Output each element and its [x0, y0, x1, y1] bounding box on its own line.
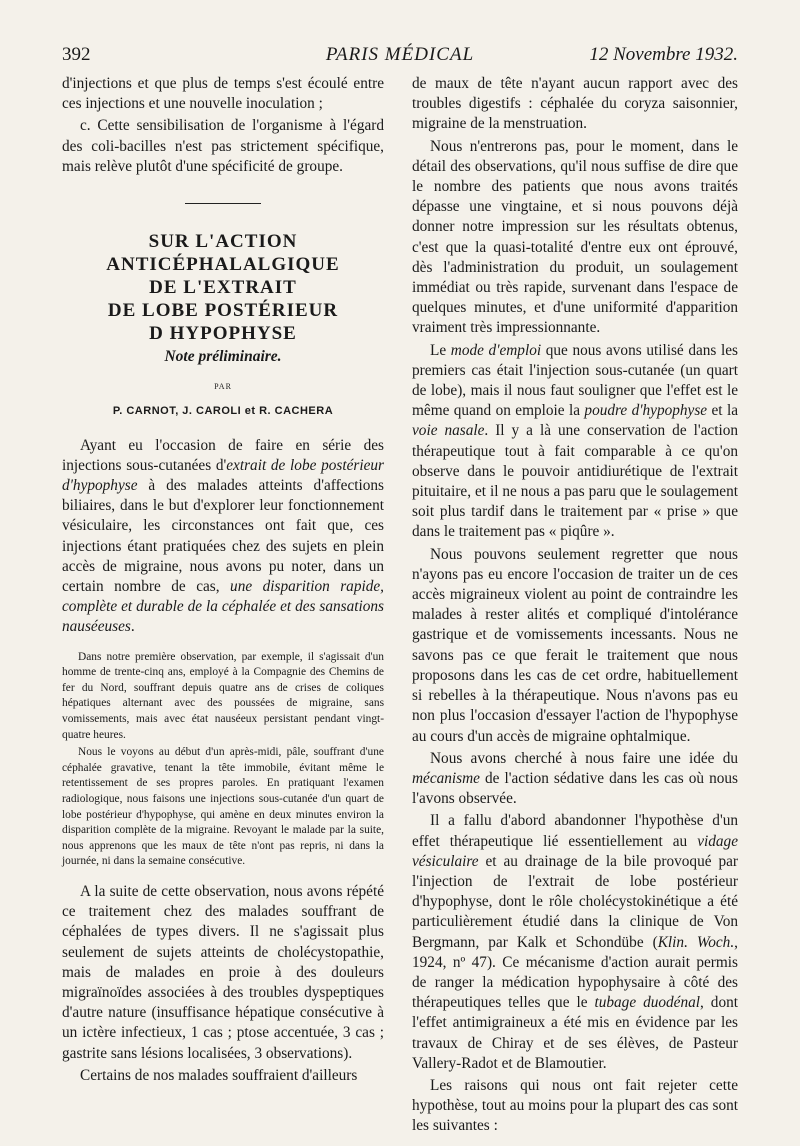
- issue-date: 12 Novembre 1932.: [589, 44, 738, 65]
- article-title: [62, 230, 384, 345]
- paragraph: Nous pouvons seulement regretter que nous n'ayons pas eu encore l'occasion de traiter un de ces accès migraineux violent au point de contraindre les malades à rester alités et compliqué d'intolérance gastrique et de vomissements incessants. Nous ne savons pas ce que ferait le traitement que nous proposons dans les cas de cet ordre, habituellement si rebelles à la thérapeutique. Nous n'avons pas eu non plus l'occasion d'essayer l'action de l'hypophyse au cours d'un accès de migraine ophtalmique.: [412, 545, 738, 745]
- right-column: [412, 74, 738, 1137]
- paragraph: Nous n'entrerons pas, pour le moment, dans le détail des observations, qu'il nous suffise de dire que le nombre des patients que nous avons traités dépasse une vingtaine, et si nous pouvons déjà donner notre impression sur les résultats obtenus, c'est que la quasi-totalité d'entre eux ont éprouvé, dès l'administration du produit, un soulagement immédiat ou très rapide, survenant dans l'espace de quelques minutes, et d'une uniformité d'apparition vraiment très impressionnante.: [412, 137, 738, 337]
- title-line: DE LOBE POSTÉRIEUR: [107, 300, 339, 322]
- page-number: 392: [62, 44, 91, 65]
- paragraph: Il a fallu d'abord abandonner l'hypothèse d'un effet thérapeutique lié essentiellement au vidage vésiculaire et au drainage de la bile provoqué par l'injection de l'extrait de lobe postérieur d'hypophyse, dont le rôle cholécystokinétique a été particulièrement étudié dans la clinique de Von Bergmann, par Kalk et Schondübe (Klin. Woch., 1924, nº 47). Ce mécanisme d'action aurait permis de ranger la médication hypophysaire à côté des thérapeutiques telles que le tubage duodénal, dont l'effet antimigraineux a été mis en évidence par les travaux de Chiray et de ses élèves, de Pasteur Vallery-Radot et de Blamoutier.: [412, 812, 739, 1072]
- authors: P. CARNOT, J. CAROLI et R. CACHERA: [112, 405, 334, 418]
- paragraph: Le mode d'emploi que nous avons utilisé dans les premiers cas était l'injection sous-cutanée (un quart de lobe), mais il nous faut souligner que l'effet est le même quand on emploie la poudre d'hypophyse et la voie nasale. Il y a là une conservation de l'action thérapeutique tout à fait comparable à ce qu'on observe dans le pouvoir antidiurétique de l'extrait pituitaire, et il ne nous a pas paru que le soulagement soit plus tardif dans le traitement par « prise » que dans le traitement pas « piqûre ».: [412, 341, 739, 541]
- article-subtitle: Note préliminaire.: [164, 348, 282, 366]
- paragraph: Dans notre première observation, par exemple, il s'agissait d'un homme de trente-cinq ans, employé à la Compagnie des Chemins de fer du Nord, souffrant depuis quatre ans de crises de coliques hépatiques alternant avec des poussées de migraine, sans vomissements, mais avec état nauséeux persistant pendant vingt-quatre heures.: [62, 650, 384, 741]
- left-column: [62, 74, 384, 1086]
- paragraph: c. Cette sensibilisation de l'organisme à l'égard des coli-bacilles n'est pas strictement spécifique, mais relève plutôt d'une spécificité de groupe.: [62, 117, 384, 175]
- section-divider: [185, 203, 261, 204]
- paragraph: d'injections et que plus de temps s'est écoulé entre ces injections et une nouvelle inoculation ;: [62, 75, 384, 113]
- page-header: [62, 44, 738, 74]
- title-line: D HYPOPHYSE: [149, 323, 297, 345]
- paragraph: A la suite de cette observation, nous avons répété ce traitement chez des malades souffrant de céphalées de types divers. Il ne s'agissait plus seulement de sujets atteints de cholécystopathie, mais de malades en proie à des douleurs migraïnoïdes associées à des troubles dyspeptiques d'autre nature (insuffisance hépatique consécutive à un ictère infectieux, 1 cas ; ptose accentuée, 3 cas ; gastrite sans lésions localisées, 3 observations).: [62, 882, 384, 1062]
- title-line: ANTICÉPHALALGIQUE: [106, 254, 340, 276]
- paragraph: Nous avons cherché à nous faire une idée du mécanisme de l'action sédative dans les cas où nous l'avons observée.: [412, 749, 738, 808]
- paragraph: Nous le voyons au début d'un après-midi, pâle, souffrant d'une céphalée gravative, tenant la tête immobile, évitant même le retentissement de ses propres paroles. En pratiquant l'examen radiologique, nous faisons une injections sous-cutanée d'un quart de lobe postérieur d'hypophyse, qui amène en deux minutes environ la disparition complète de la migraine. Revoyant le malade par la suite, nous apprenons que les maux de tête n'ont pas repris, ni dans la journée, ni dans la semaine consécutive.: [62, 746, 384, 868]
- journal-title: PARIS MÉDICAL: [325, 44, 475, 65]
- title-line: SUR L'ACTION: [148, 231, 298, 253]
- case-observation: [62, 650, 384, 870]
- paragraph: Certains de nos malades souffraient d'ailleurs: [80, 1066, 358, 1084]
- by-label: PAR: [214, 382, 232, 392]
- title-line: DE L'EXTRAIT: [149, 277, 297, 299]
- paragraph: Ayant eu l'occasion de faire en série des injections sous-cutanées d'extrait de lobe postérieur d'hypophyse à des malades atteints d'affections biliaires, dans le but d'explorer leur fonctionnement vésiculaire, les circonstances ont fait que, ces injections étant pratiquées chez des sujets en plein accès de migraine, nous avons pu noter, dans un certain nombre de cas, une disparition rapide, complète et durable de la céphalée et des sansations nauséeuses.: [62, 436, 384, 636]
- paragraph: de maux de tête n'ayant aucun rapport avec des troubles digestifs : céphalée du coryza saisonnier, migraine de la menstruation.: [412, 75, 738, 133]
- paragraph: Les raisons qui nous ont fait rejeter cette hypothèse, tout au moins pour la plupart des cas sont les suivantes :: [412, 1076, 738, 1135]
